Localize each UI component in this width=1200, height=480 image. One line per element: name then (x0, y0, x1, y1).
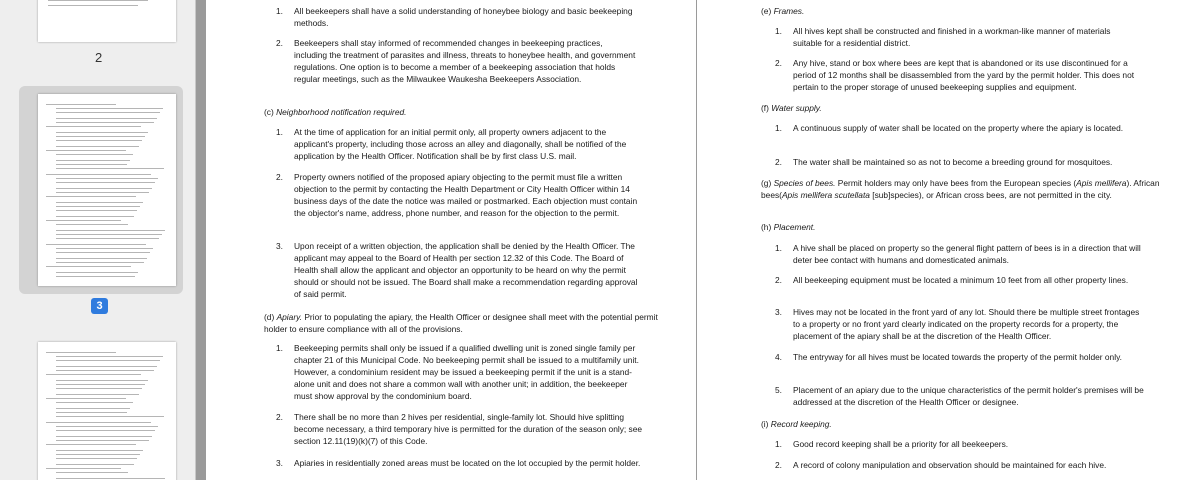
thumbnail-text-line (46, 374, 141, 375)
thumbnail-text-line (56, 112, 160, 113)
thumbnail-text-line (56, 122, 154, 123)
thumbnail-text-line (46, 150, 126, 151)
thumbnail-text-line (46, 266, 131, 267)
thumbnail-text-line (56, 464, 134, 465)
list-item: 1. A hive shall be placed on property so the general flight pattern of bees is in a direction that will deter bee contact with humans and domesticated animals. (775, 243, 1141, 265)
thumbnail-text-line (46, 126, 141, 127)
section-heading: (c) Neighborhood notification required. (264, 107, 407, 117)
thumbnail-text-line (46, 468, 121, 469)
list-item: 2. The water shall be maintained so as not to become a breeding ground for mosquitoes. (775, 157, 1113, 167)
section-heading: (h) Placement. (761, 222, 816, 232)
thumbnail-text-line (56, 154, 133, 155)
thumbnail-text-line (56, 146, 139, 147)
section-paragraph: (d) Apiary. Prior to populating the apiary, the Health Officer or designee shall meet with the potential permit holder to ensure compliance with all of the provisions. (264, 312, 658, 334)
thumbnail-text-line (56, 436, 152, 437)
page-thumbnail-4[interactable] (38, 342, 176, 480)
thumbnail-text-line (56, 160, 130, 161)
thumbnail-text-line (56, 206, 140, 207)
thumbnail-text-line (56, 188, 152, 189)
thumbnail-text-line (56, 118, 157, 119)
list-item: 1. A continuous supply of water shall be located on the property where the apiary is located. (775, 123, 1124, 133)
thumbnail-text-line (56, 356, 163, 357)
list-item: 2. Property owners notified of the proposed apiary objecting to the permit must file a written objection to the permit by contacting the Health Department or City Health Officer within 14 business days of the date the notice was mailed or postmarked. Each objection must contain the objector's name, address, phone number, and reason for the objection to the permit. (276, 172, 638, 218)
thumbnail-text-line (56, 402, 133, 403)
thumbnail-text-line (56, 252, 150, 253)
thumbnail-text-line (46, 196, 136, 197)
thumbnail-text-line (56, 272, 138, 273)
list-item: 2. There shall be no more than 2 hives per residential, single-family lot. Should hive splitting become necessary, a third temporary hive is permitted for the duration of the season only; see section 12.11(19)(k)(7) of this Code. (276, 412, 643, 446)
thumbnail-text-line (56, 210, 137, 211)
thumbnail-text-line (56, 370, 154, 371)
thumbnail-text-line (56, 230, 165, 231)
document-page-left (206, 0, 696, 480)
thumbnail-text-line (56, 178, 158, 179)
page-thumbnail-sidebar (0, 0, 196, 480)
thumbnail-text-line (56, 140, 142, 141)
thumbnail-text-line (56, 192, 149, 193)
thumbnail-text-line (56, 202, 143, 203)
thumbnail-text-line (56, 258, 147, 259)
thumbnail-text-line (46, 422, 151, 423)
thumbnail-text-line (46, 174, 151, 175)
thumbnail-text-line (56, 360, 160, 361)
page-thumbnail-1[interactable] (38, 0, 176, 42)
document-page-right (696, 0, 1200, 480)
list-item: 3. Apiaries in residentially zoned areas must be located on the lot occupied by the permit holder. (276, 458, 641, 468)
thumbnail-text-line (56, 426, 158, 427)
thumbnail-text-line (46, 352, 116, 353)
thumbnail-text-line (56, 430, 155, 431)
document-view[interactable] (196, 0, 1200, 480)
list-item: 1. Beekeeping permits shall only be issued if a qualified dwelling unit is zoned single family per chapter 21 of this Municipal Code. No beekeeping permit shall be issued to a multifamily unit. However, a condominium resident may be issued a beekeeping permit if the unit is a stand-alone unit and does not share a common wall with another unit; in addition, the beekeeper must show approval by the condominium board. (276, 343, 639, 401)
thumbnail-text-line (56, 454, 140, 455)
thumbnail-text-line (46, 244, 146, 245)
thumbnail-text-line (56, 394, 139, 395)
list-item: 1. At the time of application for an initial permit only, all property owners adjacent to the applicant's property, including those across an alley and diagonally, shall be notified of the application by the Health Officer. Notification shall be by first class U.S. mail. (276, 127, 627, 161)
thumbnail-text-line (46, 220, 121, 221)
thumbnail-text-line (56, 472, 128, 473)
thumbnail-text-line (56, 412, 127, 413)
thumbnail-text-line (56, 440, 149, 441)
thumbnail-text-line (56, 216, 134, 217)
section-heading: (e) Frames. (761, 6, 805, 16)
section-heading: (f) Water supply. (761, 103, 822, 113)
thumbnail-text-line (56, 276, 135, 277)
thumbnail-text-line (46, 444, 136, 445)
thumbnail-text-line (56, 478, 165, 479)
thumbnail-text-line (56, 248, 153, 249)
thumbnail-text-line (56, 136, 145, 137)
list-item: 1. All beekeepers shall have a solid understanding of honeybee biology and basic beekeeping methods. (276, 6, 633, 28)
thumbnail-text-line (56, 168, 164, 169)
thumbnail-text-line (56, 234, 162, 235)
list-item: 1. Good record keeping shall be a priority for all beekeepers. (775, 439, 1009, 449)
page-number-label: 2 (95, 50, 103, 65)
thumbnail-text-line (56, 366, 157, 367)
thumbnail-text-line (56, 132, 148, 133)
thumbnail-text-line (56, 224, 128, 225)
thumbnail-text-line (56, 108, 163, 109)
list-item: 4. The entryway for all hives must be located towards the property of the permit holder only. (775, 352, 1122, 362)
thumbnail-text-line (56, 164, 127, 165)
list-item: 3. Hives may not be located in the front yard of any lot. Should there be multiple street frontages to a property or no front yard clearly indicated on the property records for a property, the placement of the apiary shall be at the discretion of the Health Officer. (775, 307, 1140, 341)
list-item: 1. All hives kept shall be constructed and finished in a workman-like manner of materials suitable for a residential district. (775, 26, 1111, 48)
list-item: 3. Upon receipt of a written objection, the application shall be denied by the Health Officer. The applicant may appeal to the Board of Health per section 12.32 of this Code. The Board of Health shall allow the applicant and objector an opportunity to be heard on why the permit should or should not be issued. The Board shall make a recommendation regarding approval of said permit. (276, 241, 638, 299)
thumbnail-text-line (56, 416, 164, 417)
list-item: 5. Placement of an apiary due to the unique characteristics of the permit holder's premises will be addressed at the discretion of the Health Officer or designee. (775, 385, 1144, 407)
thumbnail-text-line (56, 182, 155, 183)
thumbnail-text-line (46, 104, 116, 105)
thumbnail-text-line (56, 458, 137, 459)
thumbnail-text-line (56, 450, 143, 451)
list-item: 2. A record of colony manipulation and observation should be maintained for each hive. (775, 460, 1107, 470)
thumbnail-text-line (56, 384, 145, 385)
thumbnail-text-line (56, 380, 148, 381)
list-item: 2. Beekeepers shall stay informed of recommended changes in beekeeping practices, including the treatment of parasites and illness, threats to honeybee health, and government regulations. One option is to become a member of a beekeeping association that holds regular meetings, such as the Milwaukee Waukesha Beekeepers Association. (276, 38, 636, 84)
page-thumbnail-3[interactable] (38, 94, 176, 286)
section-heading: (i) Record keeping. (761, 419, 832, 429)
thumbnail-text-line (56, 238, 159, 239)
thumbnail-text-line (56, 408, 130, 409)
list-item: 2. All beekeeping equipment must be located a minimum 10 feet from all other property lines. (775, 275, 1129, 285)
list-item: 2. Any hive, stand or box where bees are kept that is abandoned or its use discontinued for a period of 12 months shall be disassembled from the yard by the permit holder. This does not pertain to the proper storage of unused beekeeping supplies and equipment. (775, 58, 1135, 92)
thumbnail-text-line (56, 262, 144, 263)
thumbnail-text-line (56, 388, 142, 389)
section-paragraph: (g) Species of bees. Permit holders may only have bees from the European species (Apis mellifera). African bees(Apis mellifera scutellata [sub]species), or African cross bees, are not permitted in the city. (761, 178, 1160, 200)
thumbnail-text-line (46, 398, 126, 399)
page-number-badge-selected: 3 (91, 298, 108, 314)
